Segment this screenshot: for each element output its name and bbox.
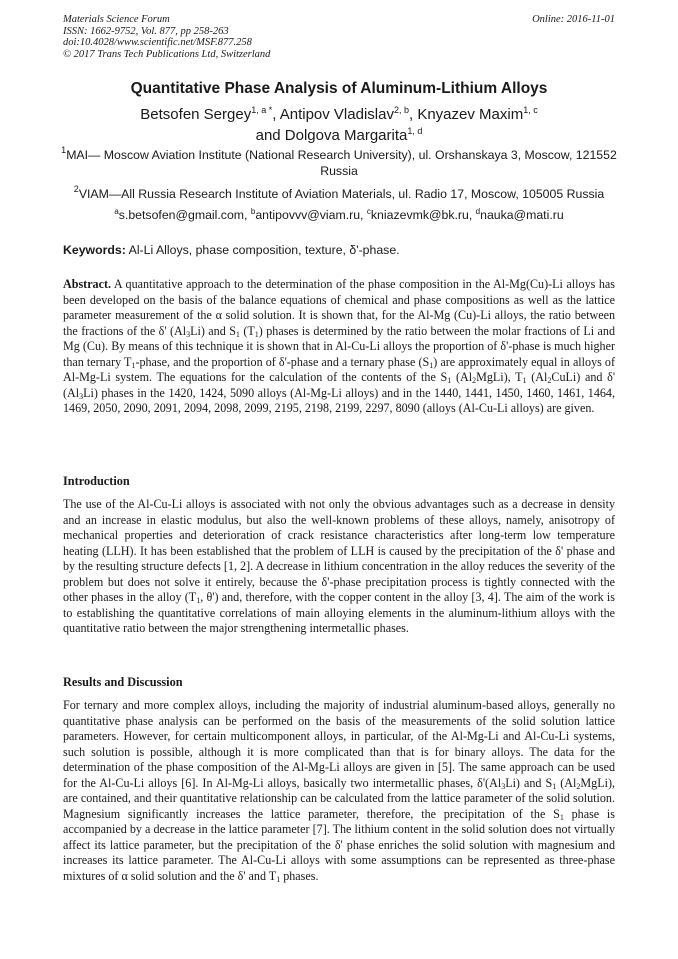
body-text: phase is accompanied by a decrease in the lattice parameter [7]. The lithium content in the solid solution does not virtually affect its lattice parameter, but the precipitation of the δ' phase enriches the solid solution with magnesium and increases its lattice parameter. The Al-Cu-Li alloys with some assumptions can be represented as three-phase mixtures of α solid solution and the δ' and T: [63, 806, 615, 883]
issn-line: ISSN: 1662-9752, Vol. 877, pp 258-263: [63, 25, 229, 37]
affiliation-1: [50, 145, 628, 179]
keywords-text: Al-Li Alloys, phase composition, texture, δ'-phase.: [125, 243, 400, 257]
subscript: 1: [559, 812, 564, 822]
email-link[interactable]: kniazevmk@bk.ru,: [370, 208, 476, 222]
email-list: [40, 208, 638, 223]
abstract-text: (T: [239, 323, 255, 338]
author-superscript: 1, a *: [251, 105, 273, 115]
abstract-text: (Al: [451, 370, 473, 384]
author-name: Betsofen Sergey: [140, 106, 252, 123]
abstract-text: Li) and S: [190, 323, 236, 338]
email-link[interactable]: s.betsofen@gmail.com,: [118, 208, 251, 222]
author-superscript: 2, b: [393, 105, 409, 115]
email-link[interactable]: antipovvv@viam.ru,: [255, 208, 367, 222]
author-name: , Knyazev Maxim: [408, 106, 524, 123]
subscript: 1: [235, 329, 240, 339]
results-paragraph: [63, 698, 615, 884]
abstract-text: Li) phases in the 1420, 1424, 5090 alloys (Al-Mg-Li alloys) and in the 1440, 1441, 1450, 1460, 1461, 1464, 1469, 2050, 2090, 2091, 2094, 2098, 2099, 2195, 2198, 2199, 2297, 8090 (alloys (Al-Cu-Li alloys) are given.: [63, 385, 615, 415]
author-name: , Antipov Vladislav: [272, 106, 394, 123]
paper-title: Quantitative Phase Analysis of Aluminum-Lithium Alloys: [130, 80, 548, 97]
affiliation-text: MAI— Moscow Aviation Institute (National Research University), ul. Orshanskaya 3, Moscow, 121552 Russia: [66, 148, 617, 178]
subscript: 1: [522, 376, 527, 385]
subscript: 3: [501, 781, 506, 791]
abstract-text: -phase, and the proportion of δ'-phase and a ternary phase (S: [135, 354, 430, 369]
affiliation-text: VIAM—All Russia Research Institute of Aviation Materials, ul. Radio 17, Moscow, 105005 Russia: [78, 187, 605, 201]
affiliation-2: [50, 184, 628, 203]
abstract-text: CuLi) and δ' (Al: [63, 370, 615, 400]
abstract-text: MgLi), T: [476, 370, 523, 384]
author-superscript: 1, d: [407, 126, 423, 136]
introduction-paragraph: [63, 497, 615, 637]
body-text: The use of the Al-Cu-Li alloys is associated with not only the obvious advantages such as a decrease in density and an increase in elastic modulus, but also the well-known problems of these alloys, namely, anisotropy of mechanical properties and deterioration of crack resistance characteristics after long-term low temperature heating (LLH). It has been established that the problem of LLH is caused by the precipitation of the δ' phase and by the resulting structure defects [1, 2]. A decrease in lithium concentration in the alloy reduces the severity of the problem but does not solve it entirely, because the δ'-phase precipitation process is tightly connected with the other phases in the alloy (T: [63, 497, 615, 604]
affiliation-marker: 1: [61, 145, 67, 155]
online-date: Online: 2016-11-01: [532, 14, 615, 25]
subscript: 2: [472, 376, 477, 385]
subscript: 1: [276, 874, 281, 884]
subscript: 3: [186, 329, 191, 339]
abstract-text: A quantitative approach to the determination of the phase composition in the Al-Mg(Cu)-Li alloys has been developed on the basis of the balance equations of chemical and phase compositions as well as the lattice parameter measurement of the α solid solution. It is shown that, for the Al-Mg (Cu)-Li alloys, the ratio between the fractions of the δ' (Al: [63, 277, 615, 338]
keywords: [63, 243, 618, 258]
email-marker: c: [366, 207, 371, 216]
body-text: Li) and S: [505, 775, 553, 790]
body-text: phases.: [280, 868, 319, 883]
subscript: 1: [131, 360, 136, 370]
subscript: 3: [79, 391, 84, 401]
email-marker: a: [114, 207, 119, 216]
email-marker: d: [475, 207, 481, 216]
author-name: and Dolgova Margarita: [255, 127, 408, 144]
doi-line: doi:10.4028/www.scientific.net/MSF.877.258: [63, 37, 252, 48]
body-text: For ternary and more complex alloys, including the majority of industrial aluminum-based alloys, generally no quantitative phase analysis can be performed on the basis of the measurements of the solid solution lattice parameters. However, for certain multicomponent alloys, in particular, of the Al-Mg-Li and Al-Cu-Li systems, such solution is possible, although it is more complicated than that is for binary alloys. The data for the determination of the phase composition of the Al-Mg-Li alloys are given in [5]. The same approach can be used for the Al-Cu-Li alloys [6]. In Al-Mg-Li alloys, basically two intermetallic phases, δ'(Al: [63, 698, 615, 790]
section-heading-results: Results and Discussion: [63, 675, 183, 689]
subscript: 1: [429, 360, 434, 370]
abstract: [63, 277, 615, 417]
email-link[interactable]: nauka@mati.ru: [480, 208, 564, 222]
body-text: , θ') and, therefore, with the copper content in the alloy [3, 4]. The aim of the work is to establishing the quantitative correlations of main alloying elements in the aluminum-lithium alloys with the quantitative ratio between the major strengthening intermetallic phases.: [63, 590, 615, 635]
section-heading-introduction: Introduction: [63, 474, 130, 488]
subscript: 1: [552, 781, 557, 791]
abstract-text: ) phases is determined by the ratio between the molar fractions of Li and Mg (Cu). By means of this technique it is shown that in Al-Cu-Li alloys the proportion of δ'-phase is much higher than ternary T: [63, 323, 615, 369]
journal-name: Materials Science Forum: [63, 14, 170, 25]
abstract-text: ) are approximately equal in alloys of Al-Mg-Li system. The equations for the calculation of the contents of the S: [63, 354, 616, 384]
subscript: 2: [576, 781, 581, 791]
abstract-label: Abstract.: [63, 277, 112, 291]
body-text: (Al: [556, 775, 577, 790]
author-superscript: 1, c: [523, 105, 538, 115]
copyright-line: © 2017 Trans Tech Publications Ltd, Switzerland: [63, 48, 271, 60]
subscript: 1: [254, 329, 259, 339]
body-text: MgLi), are contained, and their quantitative relationship can be calculated from the lattice parameter of the solid solution. Magnesium significantly increases the lattice parameter, therefore, the precipitation of the S: [63, 775, 616, 821]
subscript: 1: [447, 376, 452, 385]
author-list: [40, 104, 638, 146]
subscript: 2: [547, 376, 552, 385]
affiliation-marker: 2: [73, 184, 79, 194]
subscript: 1: [196, 596, 201, 605]
abstract-text: (Al: [526, 370, 548, 384]
journal-header: [63, 14, 615, 60]
email-marker: b: [250, 207, 256, 216]
keywords-label: Keywords:: [63, 243, 126, 257]
